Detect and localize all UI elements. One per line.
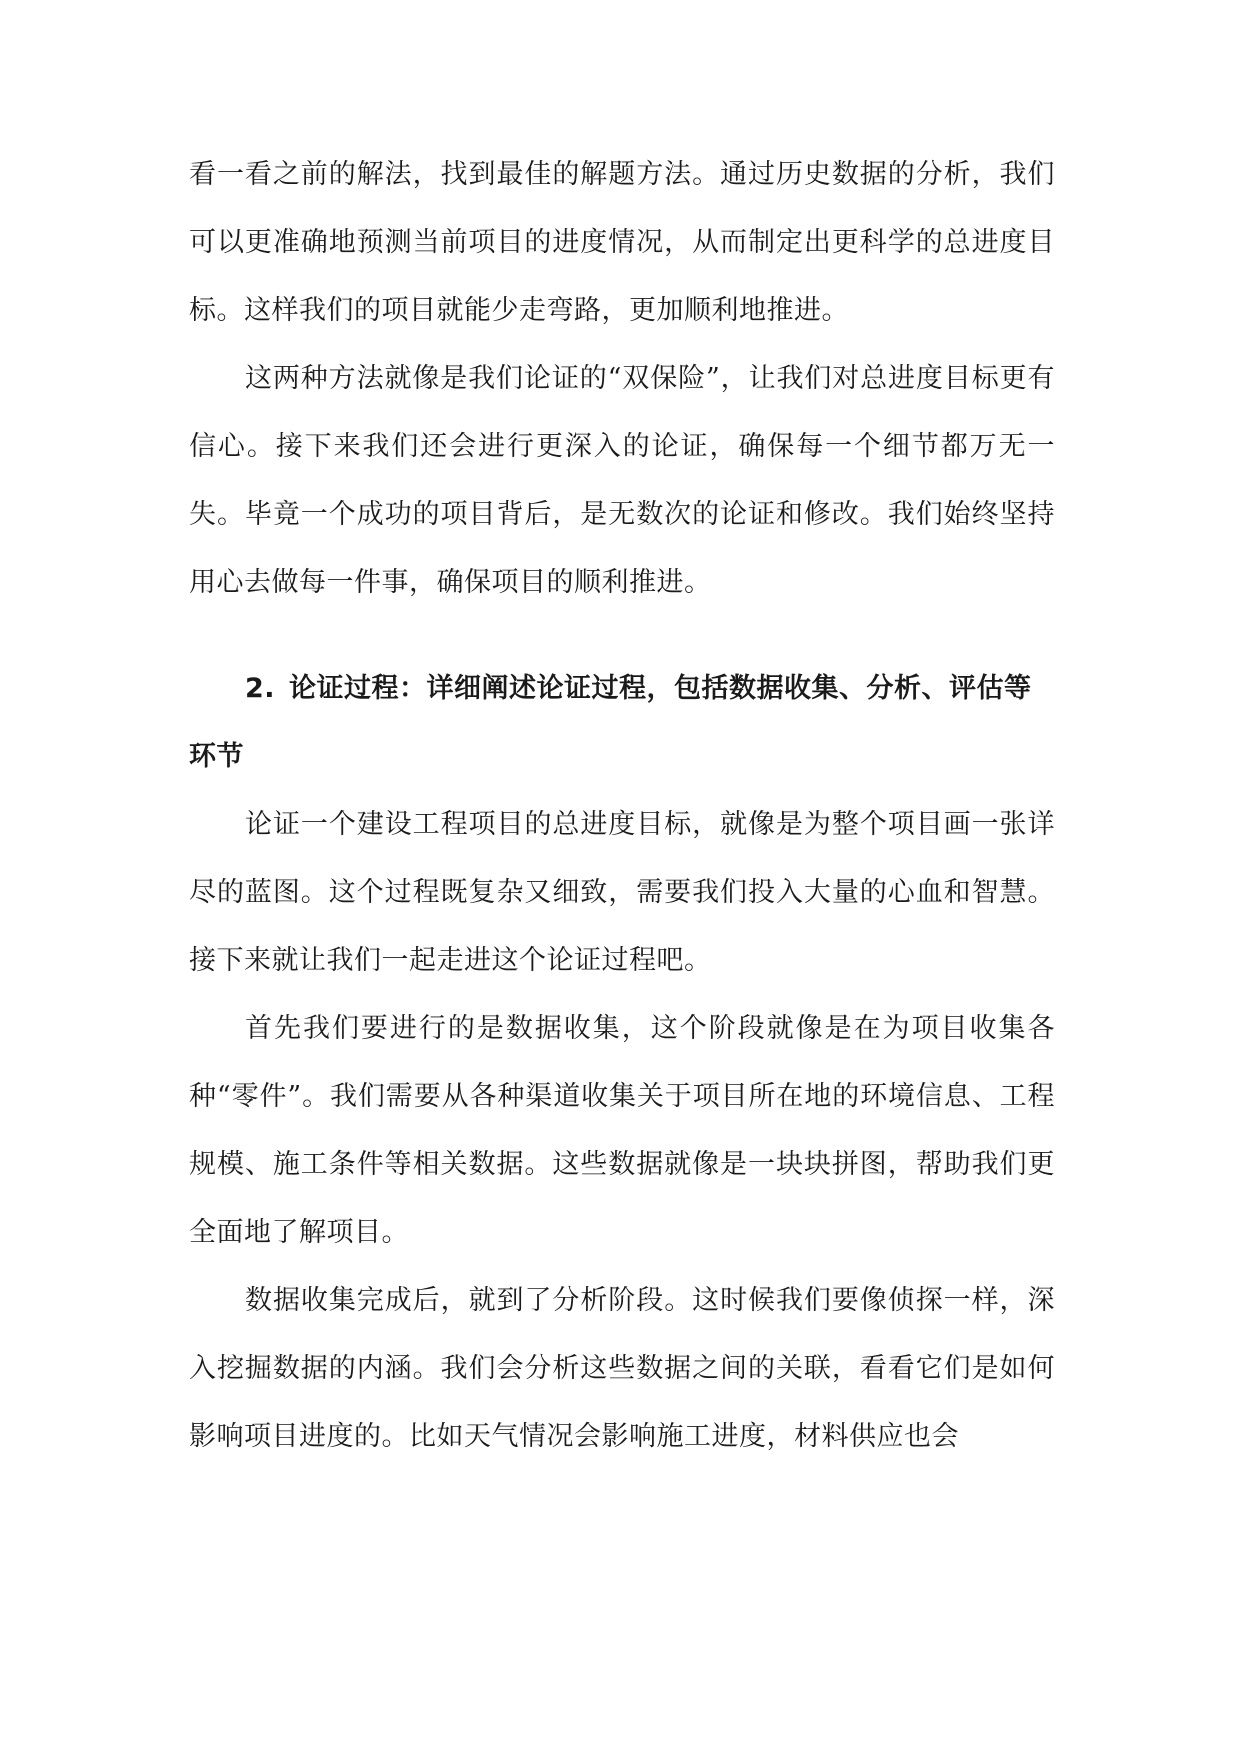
paragraph-history-analysis: 看一看之前的解法，找到最佳的解题方法。通过历史数据的分析，我们可以更准确地预测当前项目的进度情况，从而制定出更科学的总进度目标。这样我们的项目就能少走弯路，更加顺利地推进。 xyxy=(189,159,1055,326)
paragraph-data-collection: 首先我们要进行的是数据收集，这个阶段就像是在为项目收集各种“零件”。我们需要从各种渠道收集关于项目所在地的环境信息、工程规模、施工条件等相关数据。这些数据就像是一块块拼图，帮助我们更全面地了解项目。 xyxy=(189,1013,1055,1248)
document-body xyxy=(189,141,1055,1471)
paragraph-blueprint: 论证一个建设工程项目的总进度目标，就像是为整个项目画一张详尽的蓝图。这个过程既复杂又细致，需要我们投入大量的心血和智慧。接下来就让我们一起走进这个论证过程吧。 xyxy=(189,809,1055,976)
section-number: 2. xyxy=(245,673,276,704)
section-heading xyxy=(189,655,1055,791)
section-title: 论证过程：详细阐述论证过程，包括数据收集、分析、评估等环节 xyxy=(189,673,1032,772)
paragraph-double-insurance: 这两种方法就像是我们论证的“双保险”，让我们对总进度目标更有信心。接下来我们还会进行更深入的论证，确保每一个细节都万无一失。毕竟一个成功的项目背后，是无数次的论证和修改。我们始终坚持用心去做每一件事，确保项目的顺利推进。 xyxy=(189,363,1055,598)
paragraph-data-analysis: 数据收集完成后，就到了分析阶段。这时候我们要像侦探一样，深入挖掘数据的内涵。我们会分析这些数据之间的关联，看看它们是如何影响项目进度的。比如天气情况会影响施工进度，材料供应也会 xyxy=(189,1285,1055,1452)
